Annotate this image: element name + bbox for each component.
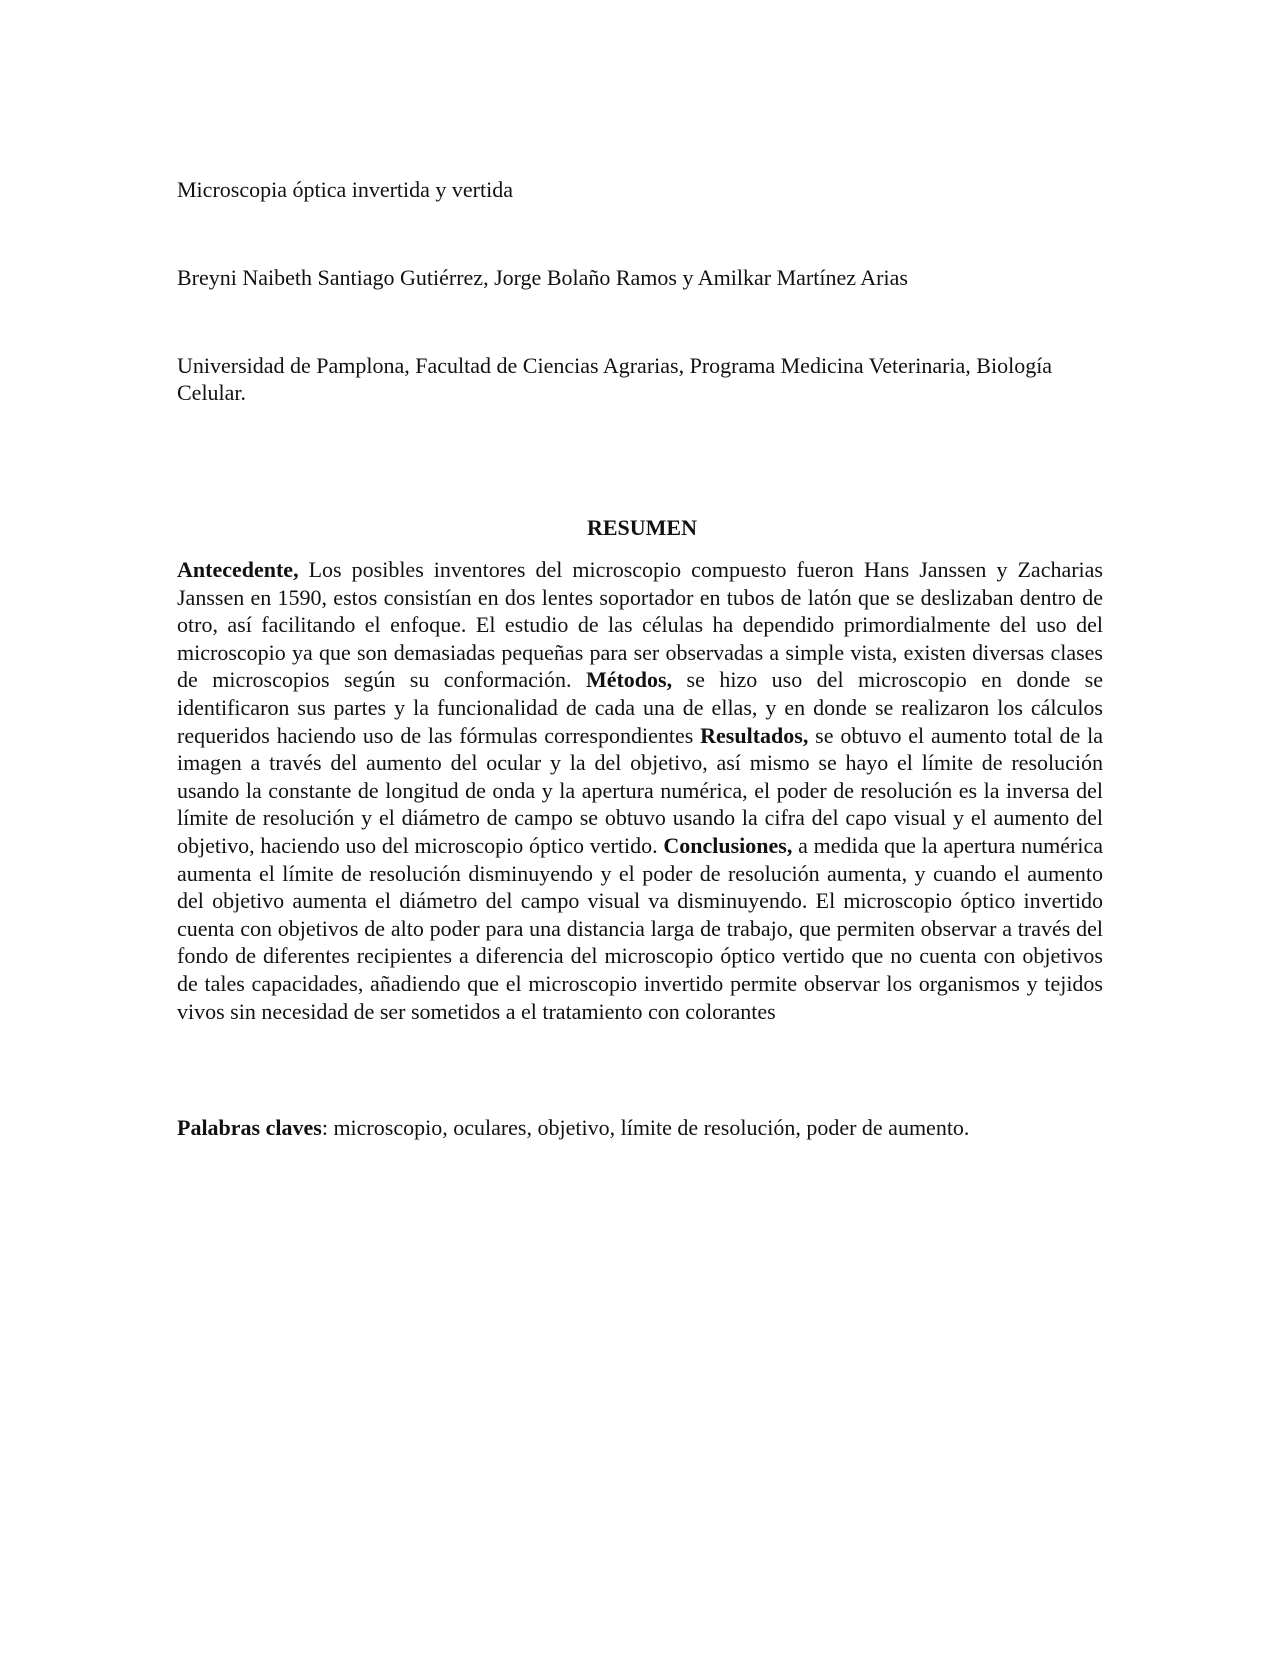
document-title: Microscopia óptica invertida y vertida [177, 177, 513, 202]
keywords-text: : microscopio, oculares, objetivo, límite de resolución, poder de aumento. [321, 1115, 970, 1140]
metodos-label: Métodos, [585, 667, 673, 693]
keywords-line [177, 1114, 1107, 1141]
resultados-label: Resultados, [700, 722, 809, 748]
conclusiones-text: a medida que la apertura numérica aumenta el límite de resolución disminuyendo y el poder de resolución aumenta, y cuando el aumento del objetivo aumenta el diámetro del campo visual va disminuyendo. El microscopio óptico invertido cuenta con objetivos de alto poder para una distancia larga de trabajo, que permiten observar a través del fondo de diferentes recipientes a diferencia del microscopio óptico vertido que no cuenta con objetivos de tales capacidades, añadiendo que el microscopio invertido permite observar los organismos y tejidos vivos sin necesidad de ser sometidos a el tratamiento con colorantes [177, 832, 1103, 1024]
antecedente-label: Antecedente, [177, 557, 299, 582]
resultados-text: se obtuvo el aumento total de la imagen a través del aumento del ocular y la del objetivo, así mismo se hayo el límite de resolución usando la constante de longitud de onda y la apertura numérica, el poder de resolución es la inversa del límite de resolución y el diámetro de campo se obtuvo usando la cifra del capo visual y el aumento del objetivo, haciendo uso del microscopio óptico vertido. [177, 722, 1103, 858]
author-list: Breyni Naibeth Santiago Gutiérrez, Jorge Bolaño Ramos y Amilkar Martínez Arias [177, 265, 908, 290]
affiliation: Universidad de Pamplona, Facultad de Ciencias Agrarias, Programa Medicina Veterinaria, Biología Celular. [177, 353, 1053, 405]
metodos-text: se hizo uso del microscopio en donde se identificaron sus partes y la funcionalidad de cada una de ellas, y en donde se realizaron los cálculos requeridos haciendo uso de las fórmulas correspondientes [177, 667, 1103, 748]
abstract-paragraph [177, 556, 1103, 1025]
antecedente-text: Los posibles inventores del microscopio compuesto fueron Hans Janssen y Zacharias Janssen en 1590, estos consistían en dos lentes soportador en tubos de latón que se deslizaban dentro de otro, así facilitando el enfoque. El estudio de las células ha dependido primordialmente del uso del microscopio ya que son demasiadas pequeñas para ser observadas a simple vista, existen diversas clases de microscopios según su conformación. [177, 557, 1103, 693]
keywords-label: Palabras claves [177, 1115, 322, 1140]
resumen-heading: RESUMEN [586, 515, 697, 540]
conclusiones-label: Conclusiones, [663, 832, 793, 858]
